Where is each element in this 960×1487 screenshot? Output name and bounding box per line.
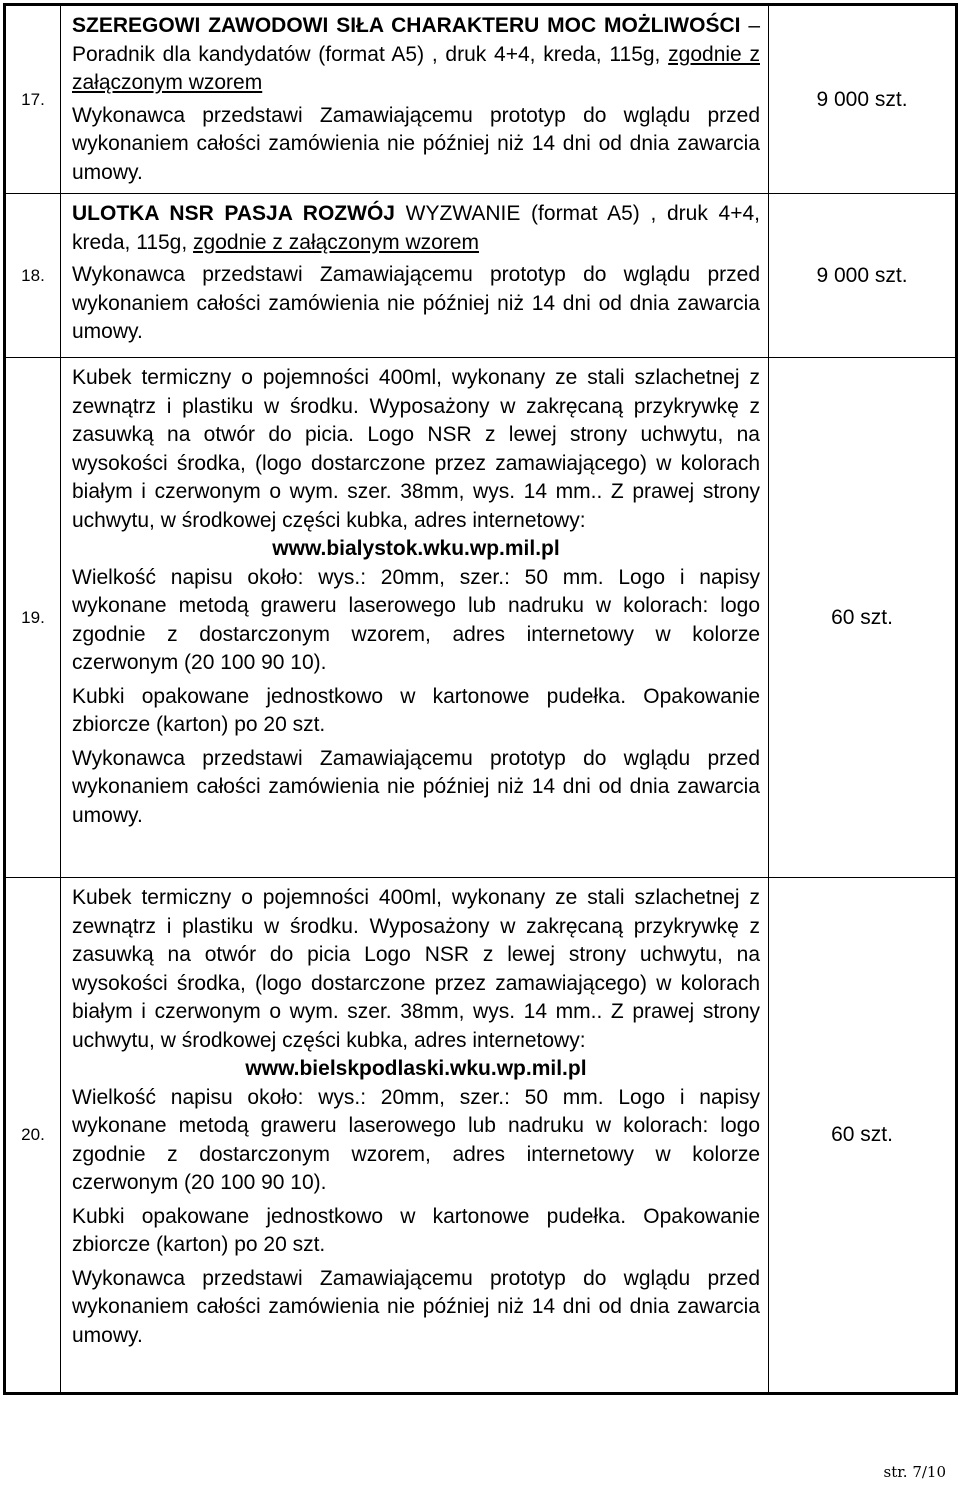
packaging-note: Kubki opakowane jednostkowo w kartonowe pudełka. Opakowanie zbiorcze (karton) po 20 szt. [72,684,760,736]
item-title-underlined: zgodnie z załączonym wzorem [193,230,479,254]
mug-description: Kubek termiczny o pojemności 400ml, wykonany ze stali szlachetnej z zewnątrz i plastiku w środku. Wyposażony w zakręcaną przykrywkę z zasuwką na otwór do picia. Logo NSR z lewej strony uchwytu, na wysokości środka, (logo dostarczone przez zamawiającego) w kolorach białym i czerwonym o wym. szer. 38mm, wys. 14 mm.. Z prawej strony uchwytu, w środkowej części kubka, adres internetowy: [72,366,760,532]
table-row [5,358,957,878]
item-description [61,194,769,358]
prototype-note: Wykonawca przedstawi Zamawiającemu prototyp do wglądu przed wykonaniem całości zamówienia nie później niż 14 dni od dnia zawarcia umowy. [72,263,760,343]
prototype-note: Wykonawca przedstawi Zamawiającemu prototyp do wglądu przed wykonaniem całości zamówienia nie później niż 14 dni od dnia zawarcia umowy. [72,746,760,827]
item-title-rest: – Poradnik dla kandydatów (format A5) , druk 4+4, kreda, 115g, [72,14,761,66]
item-title [72,200,760,257]
item-description [61,878,769,1394]
website-url: www.bielskpodlaski.wku.wp.mil.pl [245,1057,587,1080]
inscription-size: Wielkość napisu około: wys.: 20mm, szer.: 50 mm. Logo i napisy wykonane metodą graweru laserowego lub nadruku w kolorach: logo zgodnie z dostarczonym wzorem, adres internetowy w kolorze czerwonym (20 100 90 10). [72,565,760,674]
item-description [61,5,769,194]
table-row [5,878,957,1394]
item-title-rest: WYZWANIE (format A5) , druk 4+4, kreda, 115g, [72,202,760,254]
prototype-note: Wykonawca przedstawi Zamawiającemu prototyp do wglądu przed wykonaniem całości zamówienia nie później niż 14 dni od dnia zawarcia umowy. [72,103,760,184]
item-quantity: 9 000 szt. [769,194,957,358]
item-title [72,12,760,98]
inscription-size: Wielkość napisu około: wys.: 20mm, szer.: 50 mm. Logo i napisy wykonane metodą graweru laserowego lub nadruku w kolorach: logo zgodnie z dostarczonym wzorem, adres internetowy w kolorze czerwonym (20 100 90 10). [72,1085,760,1194]
item-quantity: 9 000 szt. [769,5,957,194]
prototype-note: Wykonawca przedstawi Zamawiającemu prototyp do wglądu przed wykonaniem całości zamówienia nie później niż 14 dni od dnia zawarcia umowy. [72,1266,760,1347]
page-number: str. 7/10 [883,1463,946,1481]
item-description [61,358,769,878]
item-title-underlined: zgodnie z załączonym wzorem [72,42,760,94]
row-number: 19. [5,358,61,878]
item-title-bold: ULOTKA NSR PASJA ROZWÓJ [72,202,395,225]
item-quantity: 60 szt. [769,358,957,878]
item-title-bold: SZEREGOWI ZAWODOWI SIŁA CHARAKTERU MOC MOŻLIWOŚCI [72,14,741,37]
table-row [5,5,957,194]
order-items-table [3,3,958,1395]
table-row [5,194,957,358]
website-url: www.bialystok.wku.wp.mil.pl [272,537,560,560]
row-number: 17. [5,5,61,194]
mug-description: Kubek termiczny o pojemności 400ml, wykonany ze stali szlachetnej z zewnątrz i plastiku w środku. Wyposażony w zakręcaną przykrywkę z zasuwką na otwór do picia Logo NSR z lewej strony uchwytu, na wysokości środka, (logo dostarczone przez zamawiającego) w kolorach białym i czerwonym o wym. szer. 38mm, wys. 14 mm.. Z prawej strony uchwytu, w środkowej części kubka, adres internetowy: [72,886,760,1052]
row-number: 18. [5,194,61,358]
row-number: 20. [5,878,61,1394]
item-quantity: 60 szt. [769,878,957,1394]
packaging-note: Kubki opakowane jednostkowo w kartonowe pudełka. Opakowanie zbiorcze (karton) po 20 szt. [72,1204,760,1256]
